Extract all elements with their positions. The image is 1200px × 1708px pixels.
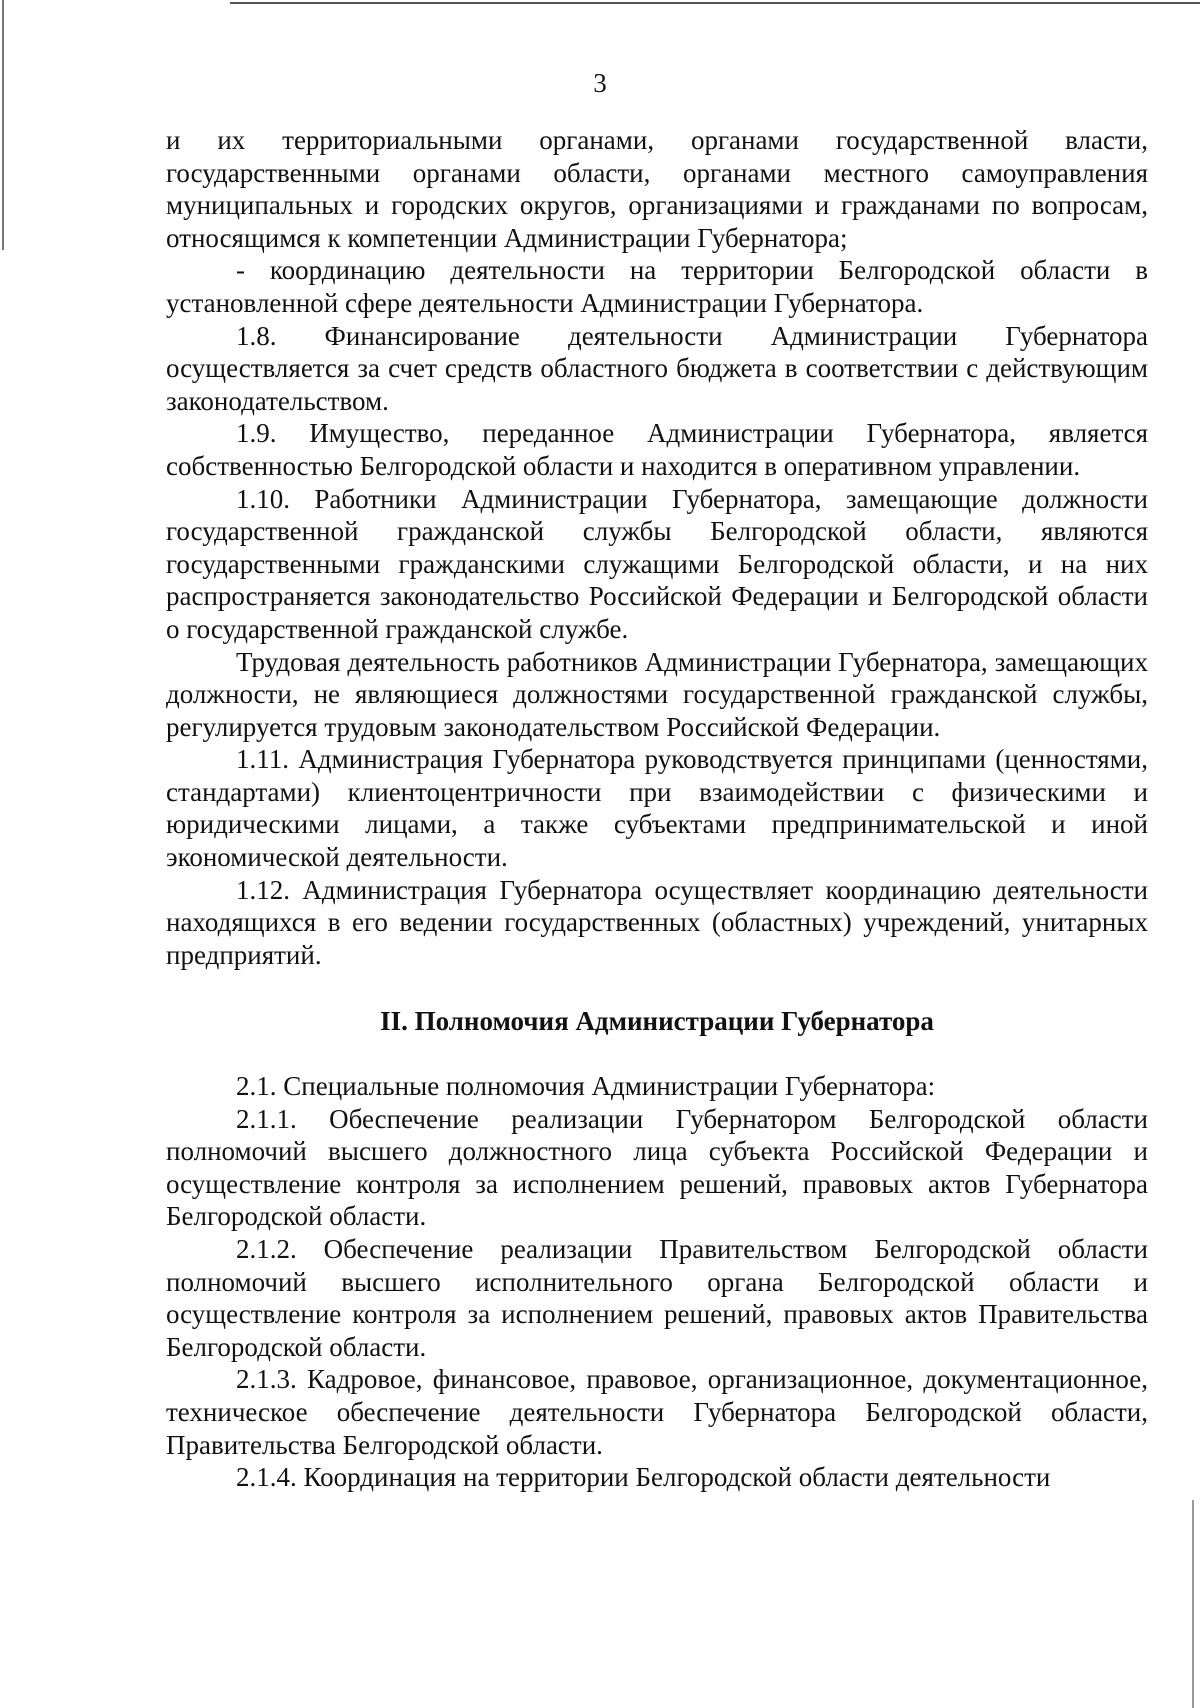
paragraph-1-10: 1.10. Работники Администрации Губернатора, замещающие должности государственной гражданской службы Белгородской области, являются государственными гражданскими служащими Белгородской области, и на них распространяется законодательство Российской Федерации и Белгородской области о государственной гражданской службе. xyxy=(166,483,1148,644)
paragraph-2-1-4: 2.1.4. Координация на территории Белгородской области деятельности xyxy=(236,1462,1051,1493)
paragraph-coordination: - координацию деятельности на территории Белгородской области в установленной сфере деятельности Администрации Губернатора. xyxy=(166,255,1148,318)
paragraph-2-1-3: 2.1.3. Кадровое, финансовое, правовое, организационное, документационное, техническое обеспечение деятельности Губернатора Белгородской области, Правительства Белгородской области. xyxy=(166,1364,1148,1460)
paragraph-1-9: 1.9. Имущество, переданное Администрации Губернатора, является собственностью Белгородской области и находится в оперативном управлении. xyxy=(166,418,1148,481)
paragraph-1-12: 1.12. Администрация Губернатора осуществляет координацию деятельности находящихся в его ведении государственных (областных) учреждений, унитарных предприятий. xyxy=(166,874,1148,970)
paragraph-2-1-2: 2.1.2. Обеспечение реализации Правительством Белгородской области полномочий высшего исполнительного органа Белгородской области и осуществление контроля за исполнением решений, правовых актов Правительства Белгородской области. xyxy=(166,1234,1148,1362)
page-number: 3 xyxy=(593,68,607,98)
paragraph-2-1: 2.1. Специальные полномочия Администрации Губернатора: xyxy=(236,1071,936,1102)
scan-border-left xyxy=(2,0,4,250)
paragraph-1-11: 1.11. Администрация Губернатора руководствуется принципами (ценностями, стандартами) клиентоцентричности при взаимодействии с физическими и юридическими лицами, а также субъектами предпринимательской и иной экономической деятельности. xyxy=(166,744,1148,873)
paragraph-continuation: и их территориальными органами, органами государственной власти, государственными органами области, органами местного самоуправления муниципальных и городских округов, организациями и гражданами по вопросам, относящимся к компетенции Администрации Губернатора; xyxy=(166,125,1148,253)
section-title: II. Полномочия Администрации Губернатора xyxy=(380,1006,934,1037)
document-body xyxy=(166,124,1148,1494)
paragraph-labor: Трудовая деятельность работников Администрации Губернатора, замещающих должности, не являющиеся должностями государственной гражданской службы, регулируется трудовым законодательством Российской Федерации. xyxy=(166,646,1148,742)
paragraph-1-8: 1.8. Финансирование деятельности Администрации Губернатора осуществляется за счет средств областного бюджета в соответствии с действующим законодательством. xyxy=(166,320,1148,416)
paragraph-2-1-1: 2.1.1. Обеспечение реализации Губернатором Белгородской области полномочий высшего должностного лица субъекта Российской Федерации и осуществление контроля за исполнением решений, правовых актов Губернатора Белгородской области. xyxy=(166,1103,1148,1232)
scan-border-right xyxy=(1192,1500,1194,1708)
scan-border-top xyxy=(230,2,1200,4)
